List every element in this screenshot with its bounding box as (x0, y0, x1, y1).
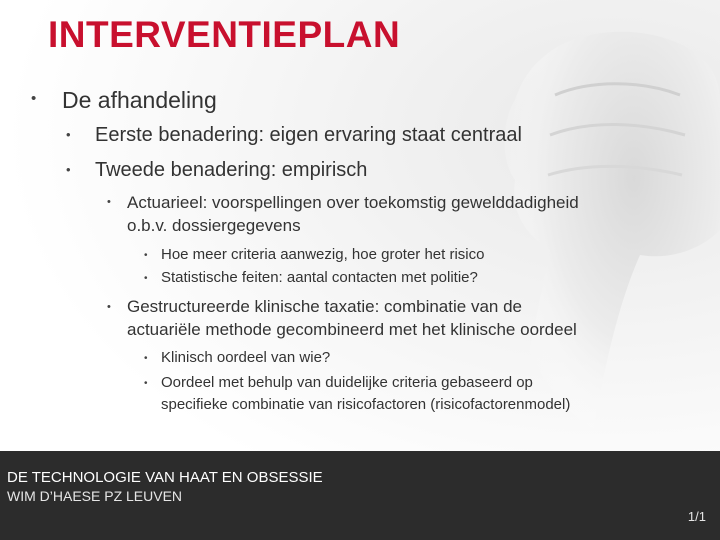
list-item-level2: Eerste benadering: eigen ervaring staat centraal (95, 124, 522, 146)
list-item-level3: Gestructureerde klinische taxatie: combinatie van de (127, 297, 522, 316)
list-item-level4: Oordeel met behulp van duidelijke criteria gebaseerd op (161, 374, 533, 391)
page-title: INTERVENTIEPLAN (48, 14, 401, 55)
list-item-level3-cont: o.b.v. dossiergegevens (127, 216, 301, 235)
bullet-marker: • (144, 250, 148, 261)
bullet-marker: • (107, 301, 111, 313)
footer-bar (0, 451, 720, 540)
list-item-level4: Hoe meer criteria aanwezig, hoe groter het risico (161, 246, 485, 263)
list-item-level4: Statistische feiten: aantal contacten met politie? (161, 269, 478, 286)
bullet-marker: • (144, 353, 148, 364)
bullet-marker: • (66, 127, 71, 142)
list-item-level2: Tweede benadering: empirisch (95, 159, 368, 181)
footer-author: WIM D’HAESE PZ LEUVEN (7, 488, 183, 504)
list-item-level4: Klinisch oordeel van wie? (161, 349, 331, 366)
page-number: 1/1 (687, 509, 706, 524)
list-item-level4-cont: specifieke combinatie van risicofactoren (risicofactorenmodel) (161, 396, 571, 413)
list-item-level3-cont: actuariële methode gecombineerd met het klinische oordeel (127, 320, 577, 339)
footer-title: DE TECHNOLOGIE VAN HAAT EN OBSESSIE (7, 469, 323, 486)
bullet-marker: • (31, 90, 37, 107)
bullet-marker: • (66, 162, 71, 177)
list-item-level1: De afhandeling (62, 87, 217, 113)
bullet-marker: • (107, 196, 111, 208)
bullet-marker: • (144, 273, 148, 284)
list-item-level3: Actuarieel: voorspellingen over toekomstig gewelddadigheid (127, 193, 579, 212)
bullet-marker: • (144, 378, 148, 389)
